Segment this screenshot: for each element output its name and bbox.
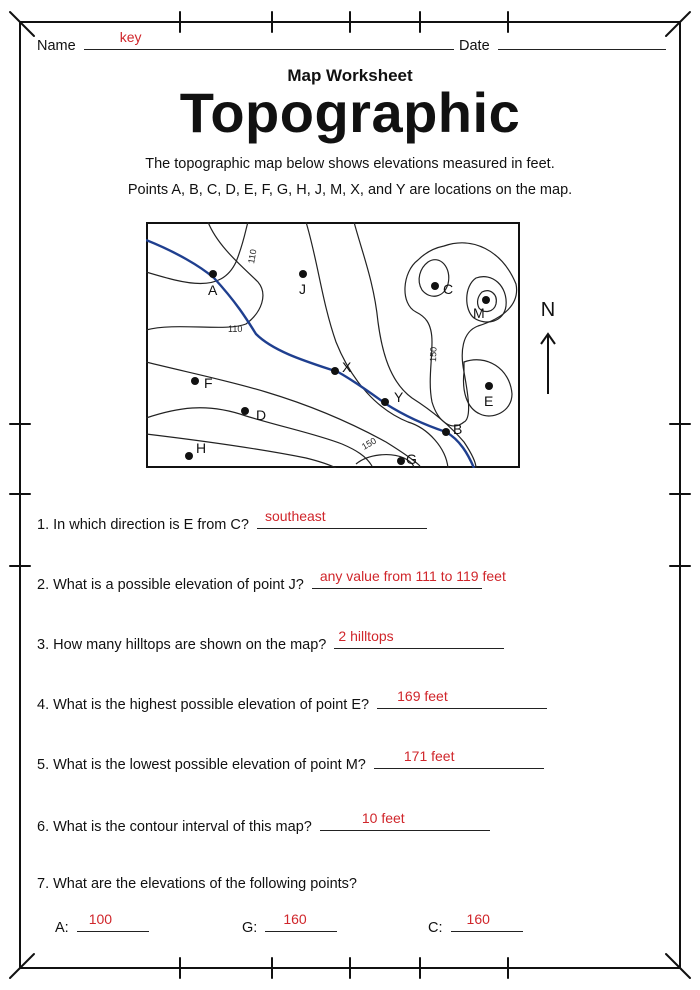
q7-point-g-field[interactable] <box>265 911 337 932</box>
point-E-marker <box>485 382 493 390</box>
q7-point-c <box>428 911 523 936</box>
answer-4: 169 feet <box>397 688 448 704</box>
worksheet-subtitle: Map Worksheet <box>287 66 413 85</box>
point-A-label: A <box>208 282 218 298</box>
q7-point-g-label: G: <box>242 920 258 936</box>
q7-point-c-field[interactable] <box>451 911 523 932</box>
question-4-text: 4. What is the highest possible elevation of point E? <box>37 697 370 713</box>
contour-label-110b: 110 <box>228 324 243 334</box>
page-title: Topographic <box>179 81 521 144</box>
answer-4-field[interactable] <box>377 688 547 709</box>
q7-point-a-answer: 100 <box>88 911 113 927</box>
point-D-label: D <box>256 407 267 423</box>
point-X-marker <box>331 367 339 375</box>
q7-point-a-label: A: <box>55 920 69 936</box>
intro-line-1: The topographic map below shows elevations measured in feet. <box>145 156 555 172</box>
q7-point-c-answer: 160 <box>466 911 490 927</box>
point-A-marker <box>209 270 217 278</box>
point-Y-marker <box>381 398 389 406</box>
point-F-marker <box>191 377 199 385</box>
question-1 <box>37 508 427 533</box>
point-E-label: E <box>484 393 494 409</box>
q7-point-c-label: C: <box>428 920 443 936</box>
name-answer: key <box>119 29 142 45</box>
north-label: N <box>540 299 556 321</box>
question-5-text: 5. What is the lowest possible elevation of point M? <box>37 757 366 773</box>
question-5 <box>37 748 544 773</box>
topographic-map <box>146 222 520 468</box>
q7-point-a-field[interactable] <box>77 911 149 932</box>
q7-point-g-answer: 160 <box>283 911 307 927</box>
point-B-marker <box>442 428 450 436</box>
point-M-label: M <box>473 305 485 321</box>
north-arrow-icon <box>536 296 560 396</box>
answer-1: southeast <box>264 508 326 524</box>
q7-point-a <box>55 911 149 936</box>
date-field[interactable] <box>498 35 666 50</box>
point-F-label: F <box>204 375 213 391</box>
contour-label-110a: 110 <box>246 248 259 265</box>
answer-1-field[interactable] <box>257 508 427 529</box>
question-6-text: 6. What is the contour interval of this map? <box>37 819 312 835</box>
point-H-marker <box>185 452 193 460</box>
answer-3: 2 hilltops <box>338 628 394 644</box>
point-H-label: H <box>196 440 207 456</box>
contour-label-150a: 150 <box>428 346 439 363</box>
answer-2-field[interactable] <box>312 568 506 589</box>
contour-label-150b: 150 <box>360 435 379 452</box>
point-G-marker <box>397 457 405 465</box>
answer-5-field[interactable] <box>374 748 544 769</box>
question-2 <box>37 568 506 593</box>
question-2-text: 2. What is a possible elevation of point J? <box>37 577 304 593</box>
answer-3-field[interactable] <box>334 628 504 649</box>
question-3-text: 3. How many hilltops are shown on the map? <box>37 637 327 653</box>
date-label: Date <box>459 38 490 54</box>
question-7 <box>37 876 357 892</box>
point-C-label: C <box>443 281 454 297</box>
answer-5: 171 feet <box>403 748 455 764</box>
question-4 <box>37 688 547 713</box>
name-row <box>37 29 454 54</box>
point-J-marker <box>299 270 307 278</box>
point-X-label: X <box>342 359 352 375</box>
point-B-label: B <box>453 421 463 437</box>
point-C-marker <box>431 282 439 290</box>
question-3 <box>37 628 504 653</box>
question-7-text: 7. What are the elevations of the following points? <box>37 876 357 892</box>
intro-line-2: Points A, B, C, D, E, F, G, H, J, M, X, and Y are locations on the map. <box>127 182 573 198</box>
point-J-label: J <box>299 281 306 297</box>
answer-6: 10 feet <box>361 810 405 826</box>
name-field[interactable] <box>84 29 454 50</box>
point-D-marker <box>241 407 249 415</box>
date-row <box>459 35 666 54</box>
q7-point-g <box>242 911 337 936</box>
question-1-text: 1. In which direction is E from C? <box>37 517 249 533</box>
point-M-marker <box>482 296 490 304</box>
question-6 <box>37 810 490 835</box>
point-Y-label: Y <box>394 389 404 405</box>
name-label: Name <box>37 38 76 54</box>
answer-6-field[interactable] <box>320 810 490 831</box>
answer-2: any value from 111 to 119 feet <box>319 568 506 584</box>
point-G-label: G <box>406 451 417 467</box>
